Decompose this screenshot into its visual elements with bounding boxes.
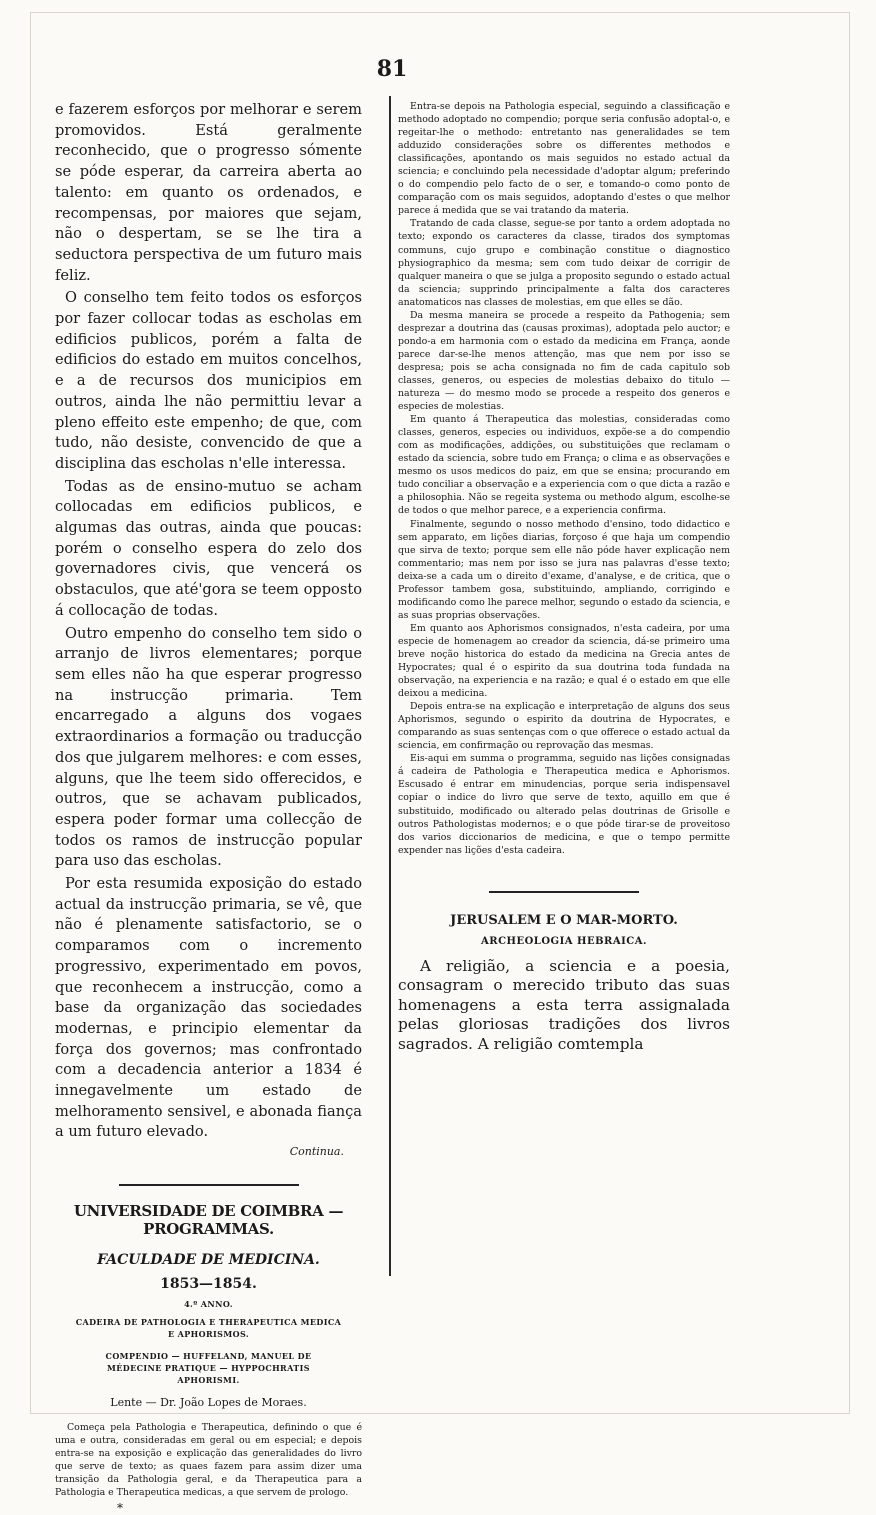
left-paragraph-3: Todas as de ensino-mutuo se acham collocadas em edificios publicos, e algumas das outras, ainda que poucas: porém o conselho espera do zelo dos governadores civis, que vencerá os obstaculos, que até'gora se teem opposto á collocação de todas. [55,477,362,619]
left-paragraph-1: e fazerem esforços por melhorar e serem promovidos. Está geralmente reconhecido, que o progresso sómente se póde esperar, da carreira aberta ao talento: em quanto os ordenados, e recompensas, por maiores que sejam, não o despertam, se se lhe tira a seductora perspectiva de um futuro mais feliz. [55,101,362,284]
intro-paragraph: Começa pela Pathologia e Therapeutica, definindo o que é uma e outra, consideradas em geral ou em especial; e depois entra-se na exposição e explicação das generalidades do livro que serve de texto; as quaes fazem para assim dizer uma transição da Pathologia geral, e da Therapeutica para a Pathologia e Therapeutica medicas, a que servem de prologo. [55,1422,362,1499]
right-paragraph-3: Da mesma maneira se procede a respeito da Pathogenia; sem desprezar a doutrina das (causas proximas), adoptada pelo auctor; e pondo-a em harmonia com o estado da medicina em França, aonde parece dar-se-lhe menos attenção, mas que nem por isso se despresa; pois se acha consignada no fim de cada capitulo sob classes, generos, ou especies de molestias debaixo do titulo — natureza — do mesmo modo se procede a respeito dos generos e especies de molestias. [398,309,730,413]
year-of-course: 4.º ANNO. [184,1299,233,1310]
lente-line: Lente — Dr. João Lopes de Moraes. [110,1396,307,1410]
article-subtitle: ARCHEOLOGIA HEBRAICA. [481,935,647,947]
right-paragraph-1: Entra-se depois na Pathologia especial, seguindo a classificação e methodo adoptado no compendio; porque seria confusão adoptal-o, e regeitar-lhe o methodo: entretanto nas generalidades se tem adduzido considerações sobre os differentes methodos e classificações, apontando os mais seguidos no estado actual da sciencia; e concluindo pela necessidade d'adoptar algum; preferindo o do compendio pelo facto de o ser, e tomando-o como ponto de comparação com os mais seguidos, adoptando d'estes o que melhor parece á medida que se vai tratando da materia. [398,101,730,217]
right-column [398,100,730,1054]
page-number: 81 [376,56,408,82]
right-paragraph-2: Tratando de cada classe, segue-se por tanto a ordem adoptada no texto; expondo os caracteres da classe, tirados dos symptomas communs, cujo grupo e combinação constitue o diagnostico physiographico da mesma; sem com tudo deixar de corrigir de qualquer maneira o que se julga a proposito segundo o estado actual da sciencia; supprindo principalmente a falta dos caracteres anatomaticos nas classes de molestias, em que elles se dão. [398,218,730,308]
left-column [55,100,362,1515]
chair-title: CADEIRA DE PATHOLOGIA E THERAPEUTICA MEDICA E APHORISMOS. [75,1317,342,1340]
right-paragraph-4: Em quanto á Therapeutica das molestias, consideradas como classes, generos, especies ou individuos, expõe-se a do compendio com as modificações, addições, ou substituições que reclamam o estado da sciencia, sobre tudo em França; o clima e as observações e mesmo os usos medicos do paiz, em que se ensina; procurando em tudo conciliar a observação e a experiencia com o que dicta a razão e a philosophia. Não se regeita systema ou methodo algum, escolhe-se de todos o que melhor parece, e a experiencia confirma. [398,414,730,517]
section-title: UNIVERSIDADE DE COIMBRA — PROGRAMMAS. [73,1202,344,1239]
right-paragraph-8: Eis-aqui em summa o programma, seguido nas lições consignadas á cadeira de Pathologia e Therapeutica medica e Aphorismos. Escusado é entrar em minudencias, porque seria indispensavel copiar o indice do livro que serve de texto, aquillo em que é substituido, modificado ou alterado pelas doutrinas de Grisolle e outros Pathologistas modernos; e o que póde tirar-se de proveitoso dos varios diccionarios de medicina, e que o tempo permitte expender nas lições d'esta cadeira. [398,753,730,856]
compendio-line: COMPENDIO — HUFFELAND, MANUEL DE MÉDECINE PRATIQUE — HYPPOCHRATIS APHORISMI. [105,1351,312,1386]
article-rule [489,891,639,893]
column-divider [389,96,391,1276]
left-paragraph-4: Outro empenho do conselho tem sido o arranjo de livros elementares; porque sem elles não ha que esperar progresso na instrucção primaria. Tem encarregado a alguns dos vogaes extraordinarios a formação ou traducção dos que julgarem melhores: e com esses, alguns, que lhe teem sido offerecidos, e outros, que se achavam publicados, espera poder formar uma collecção de todos os ramos de instrucção popular para uso das escholas. [55,624,362,870]
right-paragraph-7: Depois entra-se na explicação e interpretação de alguns dos seus Aphorismos, segundo o espirito da doutrina de Hypocrates, e comparando as suas sentenças com o que offerece o estado actual da sciencia, em confirmação ou reprovação das mesmas. [398,701,730,752]
right-paragraph-5: Finalmente, segundo o nosso methodo d'ensino, todo didactico e sem apparato, em lições diarias, forçoso é que haja um compendio que sirva de texto; porque sem elle não póde haver explicação nem commentario; mas nem por isso se jura nas palavras d'esse texto; deixa-se a cada um o direito d'exame, d'analyse, e de critica, que o Professor tambem gosa, substituindo, ampliando, corrigindo e modificando como lhe parece melhor, segundo o estado da sciencia, e as suas proprias observações. [398,518,730,621]
faculty-title: FACULDADE DE MEDICINA. [97,1252,320,1269]
left-paragraph-5: Por esta resumida exposição do estado actual da instrucção primaria, se vê, que não é plenamente satisfactorio, se o comparamos com o incremento progressivo, experimentado em povos, que reconhecem a instrucção, como a base da organização das sociedades modernas, e principio elementar da força dos governos; mas confrontado com a decadencia anterior a 1834 é innegavelmente um estado de melhoramento sensivel, e abonada fiança a um futuro elevado. [55,875,362,1141]
right-paragraph-6: Em quanto aos Aphorismos consignados, n'esta cadeira, por uma especie de homenagem ao creador da sciencia, dá-se primeiro uma breve noção historica do estado da medicina na Grecia antes de Hypocrates; qual é o espirito da sua doutrina toda fundada na observação, na experiencia e na razão; e qual é o estado em que elle deixou a medicina. [398,622,730,700]
article-title: JERUSALEM E O MAR-MORTO. [450,912,678,928]
asterisk-mark: * [117,1501,123,1515]
continua-note: Continua. [289,1145,344,1159]
left-paragraph-2: O conselho tem feito todos os esforços por fazer collocar todas as escholas em edificios publicos, porém a falta de edificios do estado em muitos concelhos, e a de recursos dos municipios em outros, ainda lhe não permittiu levar a pleno effeito este empenho; de que, com tudo, não desiste, convencido de que a disciplina das escholas n'elle interessa. [55,289,362,472]
academic-years: 1853—1854. [160,1276,257,1293]
section-rule [119,1184,299,1186]
article-paragraph: A religião, a sciencia e a poesia, consagram o merecido tributo das suas homenagens a esta terra assignalada pelas gloriosas tradições dos livros sagrados. A religião comtempla [398,956,730,1053]
